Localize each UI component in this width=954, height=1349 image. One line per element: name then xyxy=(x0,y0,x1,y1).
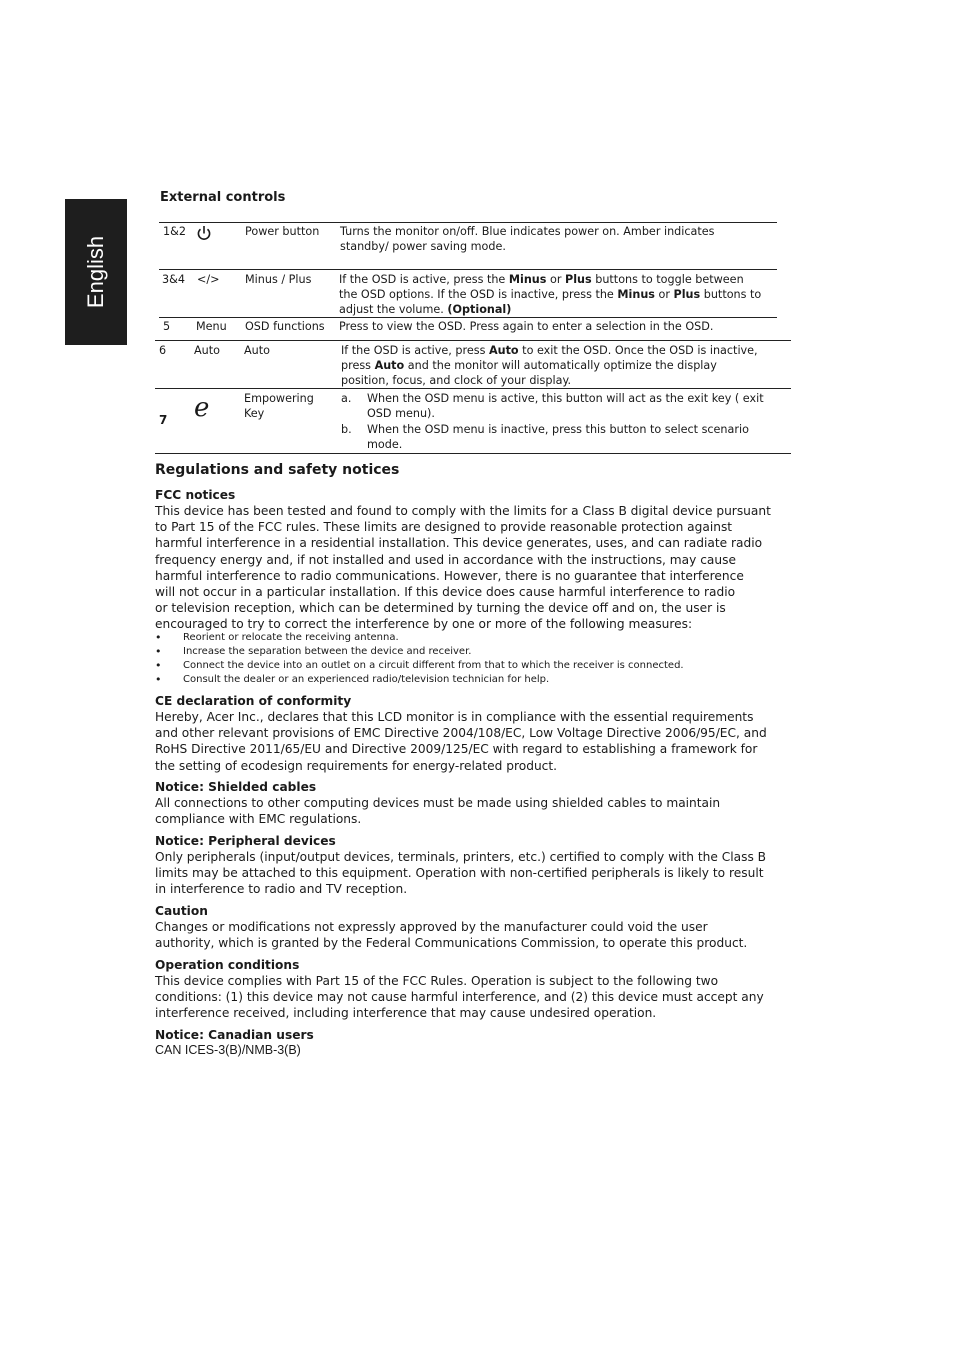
operation-conditions-section xyxy=(155,957,805,1022)
row-name: Power button xyxy=(245,225,320,238)
row-description: If the OSD is active, press the Minus or Plus buttons to toggle between the OSD options. If the OSD is inactive, press the Minus or Plus buttons to adjust the volume. (Optional) xyxy=(339,273,762,316)
ce-heading: CE declaration of conformity xyxy=(155,694,352,708)
caution-heading: Caution xyxy=(155,904,208,918)
list-item: • Increase the separation between the device and receiver. xyxy=(155,645,805,659)
operation-paragraph: This device complies with Part 15 of the FCC Rules. Operation is subject to the following two conditions: (1) this device may not cause harmful interference, and (2) this device must accept any interference received, including interference that may cause undesired operation. xyxy=(155,974,764,1021)
row-num: 3&4 xyxy=(162,273,185,286)
row-description: Turns the monitor on/off. Blue indicates power on. Amber indicates standby/ power saving mode. xyxy=(340,225,715,253)
auto-symbol: Auto xyxy=(194,344,220,357)
row-name: Empowering Key xyxy=(244,392,314,420)
peripheral-heading: Notice: Peripheral devices xyxy=(155,834,336,848)
fcc-measures-list xyxy=(155,631,805,687)
canadian-heading: Notice: Canadian users xyxy=(155,1028,314,1042)
caution-section xyxy=(155,903,805,951)
operation-heading: Operation conditions xyxy=(155,958,300,972)
peripheral-devices-section xyxy=(155,833,805,898)
list-item: When the OSD menu is active, this button will act as the exit key ( exit OSD menu). xyxy=(367,392,764,420)
caution-paragraph: Changes or modifications not expressly approved by the manufacturer could void the user authority, which is granted by the Federal Communications Commission, to operate this product. xyxy=(155,920,748,951)
minus-plus-symbol: </> xyxy=(197,273,220,286)
fcc-section xyxy=(155,487,805,633)
table-rule xyxy=(159,269,777,270)
language-tab xyxy=(65,199,127,345)
row-name: Auto xyxy=(244,344,270,357)
list-marker: a. xyxy=(341,392,352,405)
list-item: • Reorient or relocate the receiving antenna. xyxy=(155,631,805,645)
row-num: 7 xyxy=(159,413,168,427)
menu-symbol: Menu xyxy=(196,320,227,333)
list-item: When the OSD menu is inactive, press this button to select scenario mode. xyxy=(367,423,749,451)
ce-paragraph: Hereby, Acer Inc., declares that this LCD monitor is in compliance with the essential requirements and other relevant provisions of EMC Directive 2004/108/EC, Low Voltage Directive 2006/95/EC, and RoHS Directive 2011/65/EU and Directive 2009/125/EC with regard to establishing a framework for the setting of ecodesign requirements for energy-related product. xyxy=(155,710,767,773)
fcc-heading: FCC notices xyxy=(155,488,236,502)
canadian-compliance-code: CAN ICES-3(B)/NMB-3(B) xyxy=(155,1043,301,1057)
list-marker: b. xyxy=(341,423,352,436)
row-description: If the OSD is active, press Auto to exit the OSD. Once the OSD is inactive, press Auto and the monitor will automatically optimize the display position, focus, and clock of your display. xyxy=(341,344,758,387)
list-item: • Connect the device into an outlet on a circuit different from that to which the receiver is connected. xyxy=(155,659,805,673)
language-tab-label: English xyxy=(83,235,108,309)
table-rule xyxy=(159,317,777,318)
external-controls-title: External controls xyxy=(160,190,286,205)
power-icon xyxy=(196,224,212,246)
row-name: Minus / Plus xyxy=(245,273,312,286)
row-num: 1&2 xyxy=(163,225,186,238)
regulations-title: Regulations and safety notices xyxy=(155,462,400,478)
table-rule xyxy=(159,222,777,223)
table-rule xyxy=(155,388,791,389)
table-rule xyxy=(155,340,791,341)
list-item: • Consult the dealer or an experienced radio/television technician for help. xyxy=(155,673,805,687)
fcc-paragraph: This device has been tested and found to comply with the limits for a Class B digital device pursuant to Part 15 of the FCC rules. These limits are designed to provide reasonable protection against harmful interference in a residential installation. This device generates, uses, and can radiate radio frequency energy and, if not installed and used in accordance with the instructions, may cause harmful interference to radio communications. However, there is no guarantee that interference will not occur in a particular installation. If this device does cause harmful interference to radio or television reception, which can be determined by turning the device off and on, the user is encouraged to try to correct the interference by one or more of the following measures: xyxy=(155,504,771,632)
peripheral-paragraph: Only peripherals (input/output devices, terminals, printers, etc.) certified to comply with the Class B limits may be attached to this equipment. Operation with non-certified peripherals is likely to result in interference to radio and TV reception. xyxy=(155,850,767,897)
row-num: 5 xyxy=(163,320,171,333)
shielded-cables-section xyxy=(155,779,805,827)
ce-section xyxy=(155,693,805,774)
shielded-paragraph: All connections to other computing devices must be made using shielded cables to maintain compliance with EMC regulations. xyxy=(155,796,721,827)
canadian-users-section xyxy=(155,1027,805,1057)
row-description: Press to view the OSD. Press again to enter a selection in the OSD. xyxy=(339,320,714,333)
table-rule xyxy=(155,453,791,454)
empowering-e-icon: e xyxy=(194,393,210,423)
row-num: 6 xyxy=(159,344,167,357)
shielded-heading: Notice: Shielded cables xyxy=(155,780,317,794)
row-name: OSD functions xyxy=(245,320,325,333)
